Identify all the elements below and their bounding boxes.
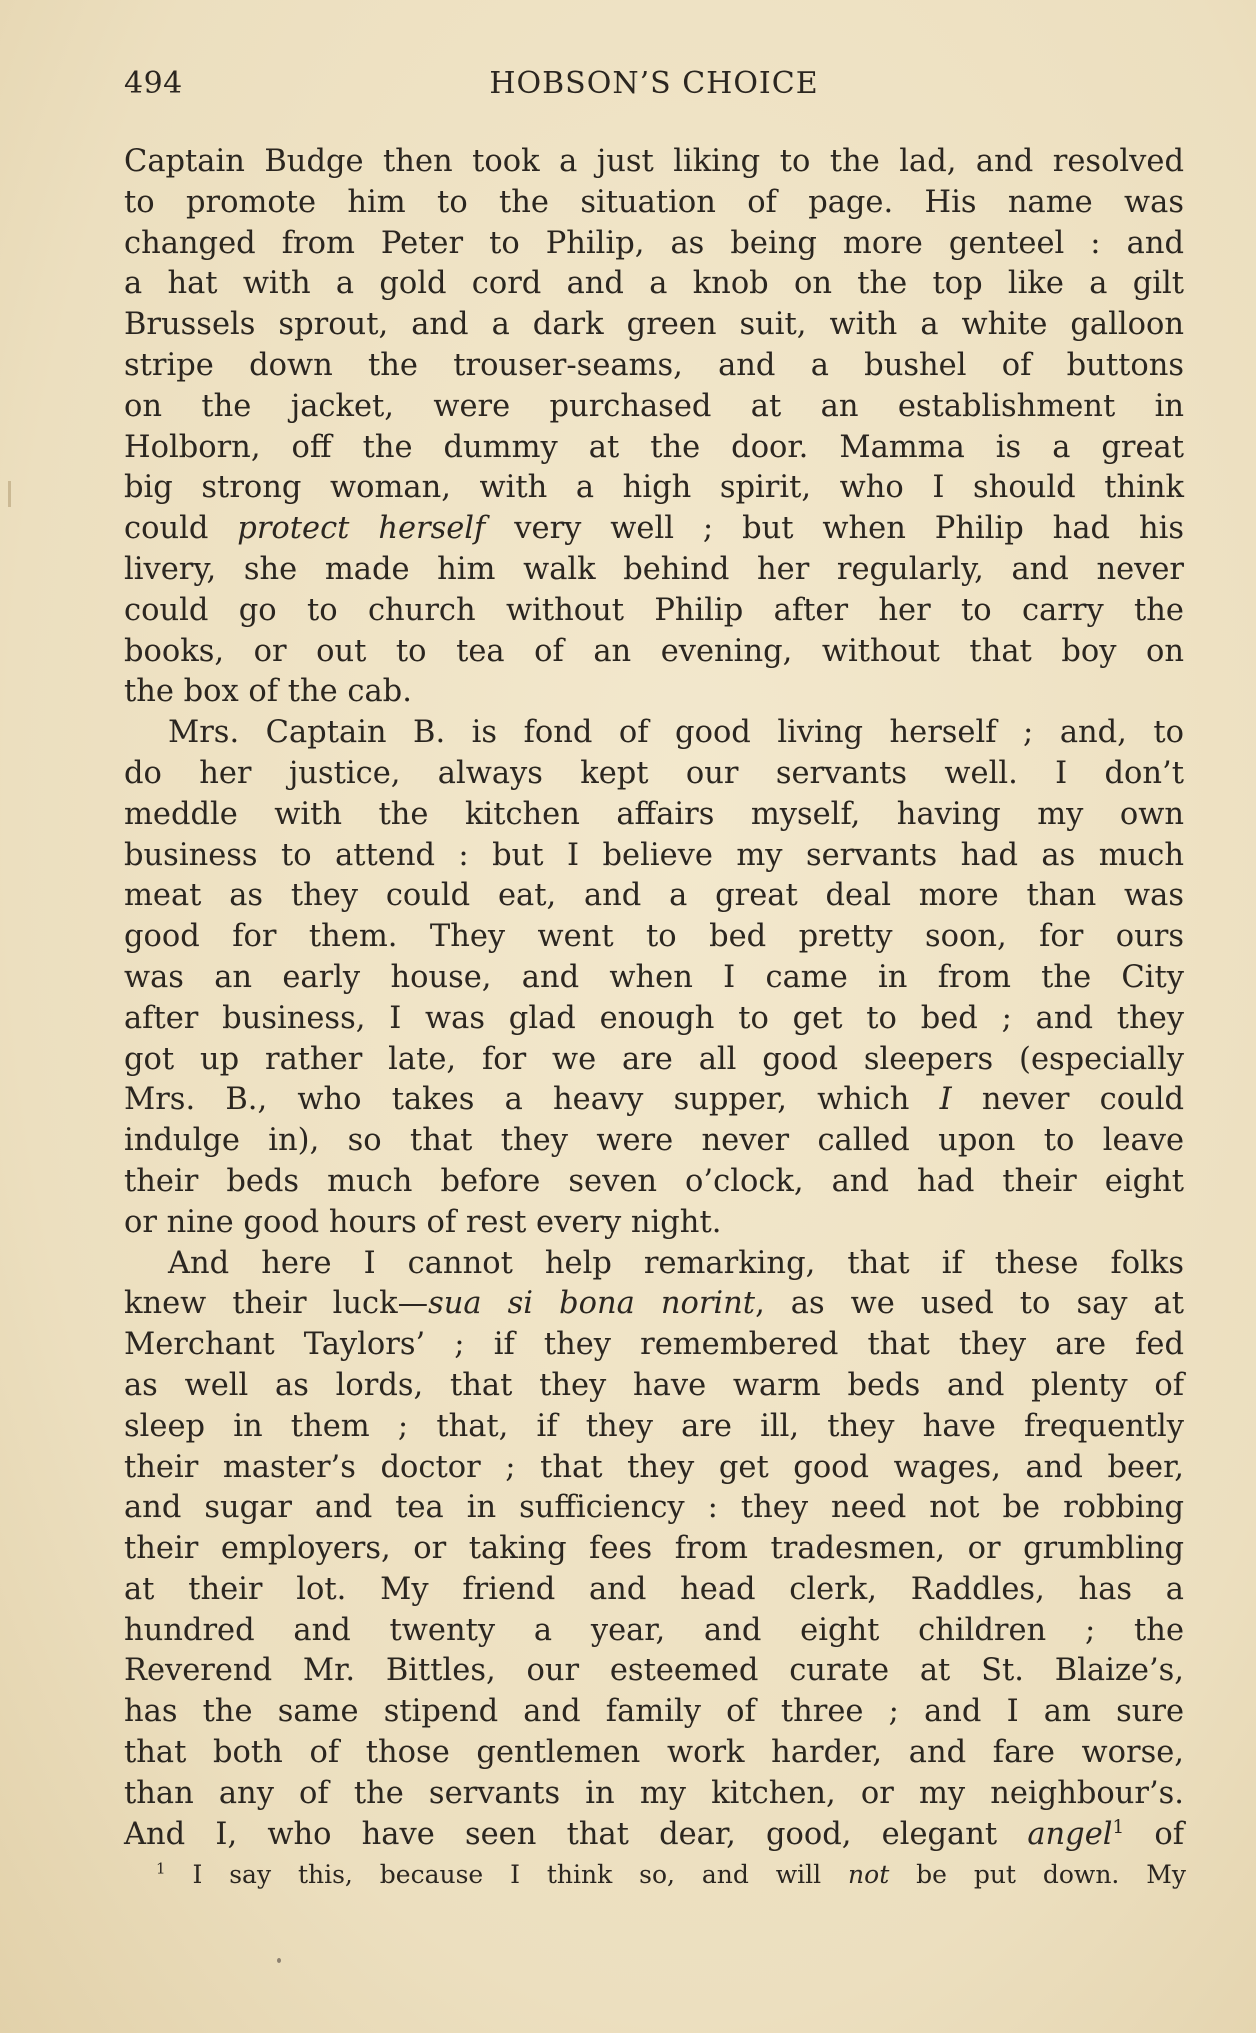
text-line: and sugar and tea in sufficiency : they need not be robbing — [124, 1490, 1184, 1526]
text-line: Mrs. Captain B. is fond of good living herself ; and, to — [168, 715, 1184, 751]
text-line: sleep in them ; that, if they are ill, they have frequently — [124, 1408, 1184, 1444]
running-head: HOBSON’S CHOICE — [489, 66, 819, 101]
text-line: to promote him to the situation of page. His name was — [124, 184, 1184, 220]
text-line: good for them. They went to bed pretty soon, for ours — [124, 919, 1184, 955]
text-line: indulge in), so that they were never called upon to leave — [124, 1123, 1184, 1159]
text-line: knew their luck—sua si bona norint, as we used to say at — [124, 1286, 1184, 1322]
text-line: do her justice, always kept our servants well. I don’t — [124, 755, 1184, 791]
text-line: Merchant Taylors’ ; if they remembered that they are fed — [124, 1327, 1184, 1363]
text-line: Holborn, off the dummy at the door. Mamma is a great — [124, 429, 1184, 465]
text-line: on the jacket, were purchased at an establishment in — [124, 388, 1184, 424]
text-line: meddle with the kitchen affairs myself, having my own — [124, 796, 1184, 832]
text-line: at their lot. My friend and head clerk, Raddles, has a — [124, 1571, 1184, 1607]
text-line: was an early house, and when I came in from the City — [124, 959, 1184, 995]
text-line: as well as lords, that they have warm beds and plenty of — [124, 1367, 1184, 1403]
text-line: has the same stipend and family of three ; and I am sure — [124, 1694, 1184, 1730]
paper-speck — [277, 1958, 281, 1963]
text-line: than any of the servants in my kitchen, or my neighbour’s. — [124, 1775, 1184, 1811]
text-line: or nine good hours of rest every night. — [124, 1204, 722, 1240]
text-line: Captain Budge then took a just liking to the lad, and resolved — [124, 144, 1184, 179]
text-line: got up rather late, for we are all good sleepers (especially — [124, 1041, 1184, 1077]
text-line: And here I cannot help remarking, that if these folks — [168, 1245, 1184, 1281]
body-text — [124, 142, 1184, 1855]
text-line: Mrs. B., who takes a heavy supper, which I never could — [124, 1082, 1185, 1118]
text-line: books, or out to tea of an evening, without that boy on — [124, 633, 1184, 669]
text-line: their employers, or taking fees from tradesmen, or grumbling — [124, 1531, 1184, 1567]
text-line: their master’s doctor ; that they get good wages, and beer, — [124, 1449, 1184, 1485]
text-line: And I, who have seen that dear, good, elegant angel$^1$ of — [124, 1816, 1184, 1852]
margin-mark — [8, 481, 11, 507]
text-line: hundred and twenty a year, and eight children ; the — [124, 1612, 1184, 1648]
text-line: could protect herself very well ; but when Philip had his — [124, 511, 1184, 547]
text-line: could go to church without Philip after her to carry the — [124, 592, 1184, 628]
text-line: that both of those gentlemen work harder, and fare worse, — [124, 1735, 1184, 1771]
page-number: 494 — [124, 66, 183, 101]
text-line: their beds much before seven o’clock, and had their eight — [124, 1163, 1184, 1199]
text-line: Brussels sprout, and a dark green suit, with a white galloon — [124, 307, 1184, 343]
text-line: business to attend : but I believe my servants had as much — [124, 837, 1184, 873]
footnote: $^1$ I say this, because I think so, and will not be put down. My — [156, 1859, 1186, 1889]
text-line: after business, I was glad enough to get to bed ; and they — [124, 1000, 1184, 1036]
text-line: a hat with a gold cord and a knob on the top like a gilt — [124, 266, 1184, 302]
text-line: the box of the cab. — [124, 674, 412, 710]
text-line: stripe down the trouser-seams, and a bushel of buttons — [124, 347, 1184, 383]
text-line: Reverend Mr. Bittles, our esteemed curate at St. Blaize’s, — [124, 1653, 1184, 1689]
text-line: meat as they could eat, and a great deal more than was — [124, 878, 1184, 914]
text-line: changed from Peter to Philip, as being more genteel : and — [124, 225, 1184, 261]
text-line: livery, she made him walk behind her regularly, and never — [124, 551, 1184, 587]
page-header — [124, 66, 1184, 106]
text-line: big strong woman, with a high spirit, who I should think — [124, 470, 1184, 506]
